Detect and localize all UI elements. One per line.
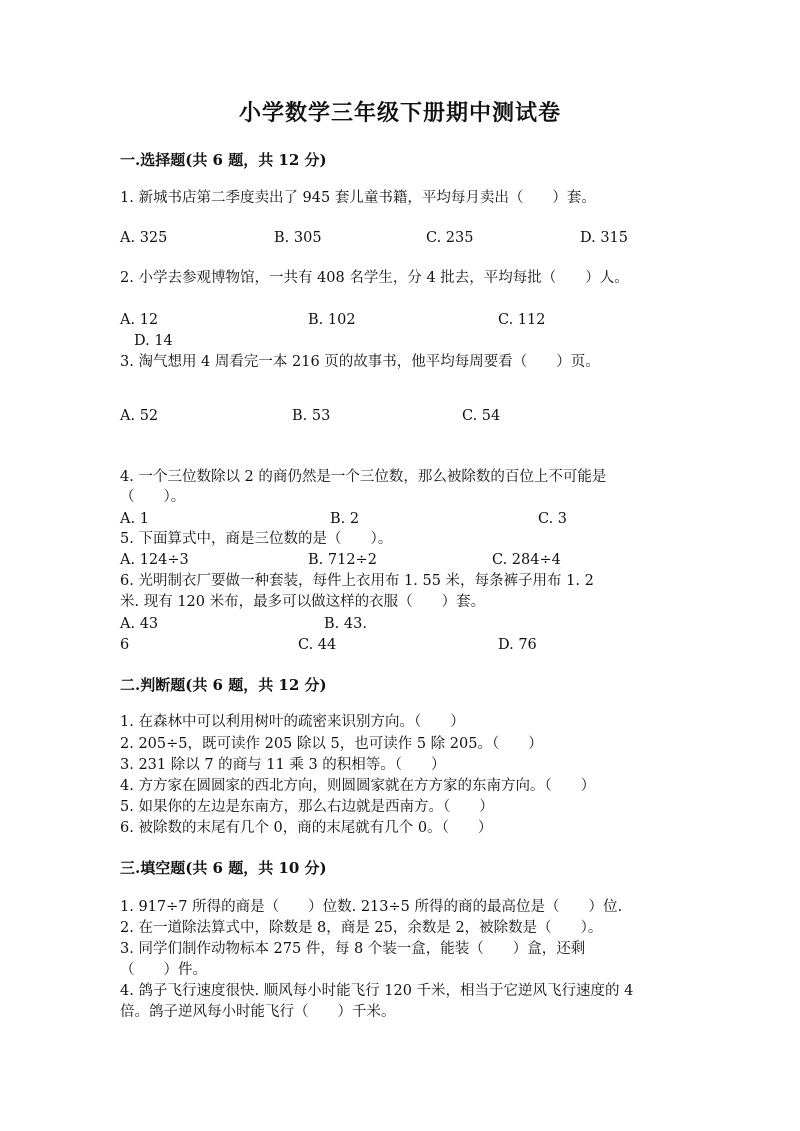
option-a: A. 43: [120, 616, 159, 632]
option-b: B. 43.: [324, 616, 367, 632]
page-title: 小学数学三年级下册期中测试卷: [238, 100, 561, 126]
question-text: 4. 一个三位数除以 2 的商仍然是一个三位数，那么被除数的百位上不可能是: [120, 469, 607, 485]
option-d: D. 315: [580, 230, 629, 246]
fill-item: 4. 鸽子飞行速度很快. 顺风每小时能飞行 120 千米，相当于它逆风飞行速度的 4: [120, 983, 634, 999]
fill-item-cont: 倍。鸽子逆风每小时能飞行（ ）千米。: [120, 1004, 396, 1020]
option-b-cont: 6: [120, 637, 130, 653]
option-c: C. 3: [538, 511, 568, 527]
question-text-cont: （ ）。: [120, 489, 186, 505]
option-b: B. 2: [330, 511, 360, 527]
judgement-item: 1. 在森林中可以利用树叶的疏密来识别方向。（ ）: [120, 714, 465, 730]
option-a: A. 52: [120, 408, 159, 424]
fill-item: 1. 917÷7 所得的商是（ ）位数. 213÷5 所得的商的最高位是（ ）位.: [120, 899, 623, 915]
option-b: B. 305: [274, 230, 322, 246]
question-text: 6. 光明制衣厂要做一种套装，每件上衣用布 1. 55 米，每条裤子用布 1. 2: [120, 573, 594, 589]
option-a: A. 1: [120, 511, 149, 527]
judgement-item: 2. 205÷5，既可读作 205 除以 5，也可读作 5 除 205。（ ）: [120, 736, 543, 752]
question-text: 2. 小学去参观博物馆，一共有 408 名学生，分 4 批去，平均每批（ ）人。: [120, 270, 629, 286]
question-text: 1. 新城书店第二季度卖出了 945 套儿童书籍，平均每月卖出（ ）套。: [120, 190, 596, 206]
option-a: A. 124÷3: [120, 552, 189, 568]
option-d: D. 76: [498, 637, 537, 653]
section-heading-choice: 一.选择题(共 6 题，共 12 分): [120, 151, 327, 169]
section-heading-fill-blank: 三.填空题(共 6 题，共 10 分): [120, 859, 327, 877]
fill-item: 2. 在一道除法算式中，除数是 8，商是 25，余数是 2，被除数是（ ）。: [120, 920, 603, 936]
judgement-item: 3. 231 除以 7 的商与 11 乘 3 的积相等。（ ）: [120, 757, 446, 773]
judgement-item: 6. 被除数的末尾有几个 0，商的末尾就有几个 0。（ ）: [120, 820, 493, 836]
option-c: C. 112: [498, 312, 546, 328]
fill-item: 3. 同学们制作动物标本 275 件，每 8 个装一盒，能装（ ）盒，还剩: [120, 941, 586, 957]
option-c: C. 284÷4: [492, 552, 561, 568]
option-b: B. 53: [292, 408, 331, 424]
section-heading-judgement: 二.判断题(共 6 题，共 12 分): [120, 676, 327, 694]
option-c: C. 54: [462, 408, 501, 424]
question-text: 5. 下面算式中，商是三位数的是（ ）。: [120, 531, 393, 547]
option-b: B. 102: [308, 312, 356, 328]
question-text-cont: 米. 现有 120 米布，最多可以做这样的衣服（ ）套。: [120, 594, 486, 610]
option-c: C. 235: [426, 230, 474, 246]
option-a: A. 325: [120, 230, 168, 246]
judgement-item: 5. 如果你的左边是东南方，那么右边就是西南方。（ ）: [120, 799, 494, 815]
option-a: A. 12: [120, 312, 159, 328]
question-text: 3. 淘气想用 4 周看完一本 216 页的故事书，他平均每周要看（ ）页。: [120, 354, 600, 370]
option-c: C. 44: [298, 637, 337, 653]
option-d: D. 14: [134, 333, 173, 349]
option-b: B. 712÷2: [308, 552, 377, 568]
fill-item-cont: （ ）件。: [120, 962, 207, 978]
judgement-item: 4. 方方家在圆圆家的西北方向，则圆圆家就在方方家的东南方向。（ ）: [120, 778, 596, 794]
